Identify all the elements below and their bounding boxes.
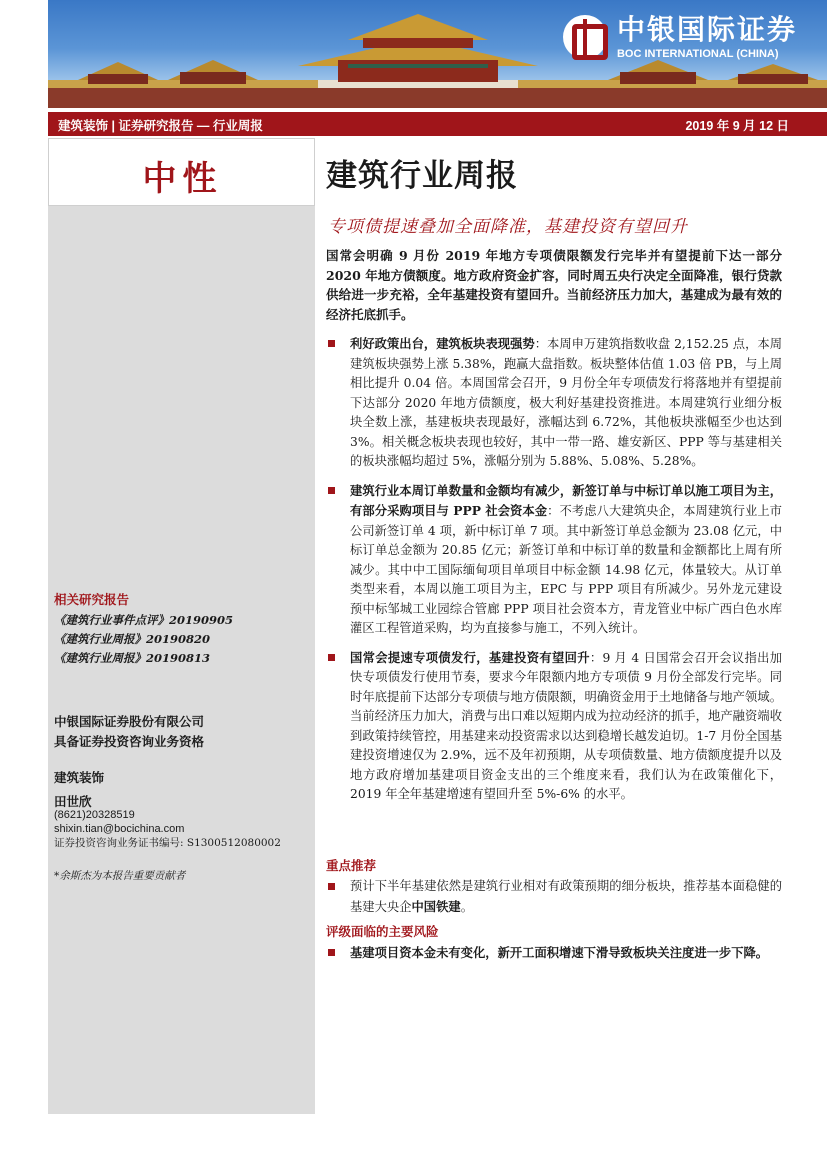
- key-point-lead: 建筑行业本周订单数量和金额均有减少，新签订单与中标订单以施工项目为主，有部分采购项目与 PPP 社会资本金: [350, 482, 782, 518]
- bullet-square-icon: [328, 654, 335, 661]
- related-reports-list: [54, 611, 233, 668]
- key-point-item: [326, 334, 782, 472]
- key-points-list: [326, 334, 782, 814]
- key-point-item: [326, 648, 782, 805]
- logo-en: BOC INTERNATIONAL (CHINA): [616, 48, 779, 60]
- analyst-email[interactable]: shixin.tian@bocichina.com: [54, 823, 185, 835]
- recommend-item: [326, 877, 782, 917]
- risk-text: 基建项目资本金未有变化，新开工面积增速下滑导致板块关注度进一步下降。: [350, 945, 769, 960]
- key-point-lead: 利好政策出台，建筑板块表现强势: [350, 336, 535, 351]
- report-date: 2019 年 9 月 12 日: [685, 119, 789, 133]
- key-point-text: ：9 月 4 日国常会召开会议指出加快专项债发行使用节奏，要求今年限额内地方专项债 9 月份全部发行完毕。同时年底提前下达部分专项债与地方债限额，明确资金用于土地储备与地产领域。当前经济压力加大，消费与出口难以短期内成为拉动经济的抓手，地产融资端收到政策持续管控，用基建来动投资需求以达到稳增长越发迫切。1-7 月份全国基建投资增速仅为 2.9%，远不及年初预期，从专项债数量、地方债额度提升以及地方政府增加基建项目资金支出的三个维度来看，我们认为在政策催化下，2019 年全年基建增速有望回升至 5%-6% 的水平。: [350, 650, 782, 801]
- key-point-text: ：本周申万建筑指数收盘 2,152.25 点，本周建筑板块强势上涨 5.38%，跑赢大盘指数。板块整体估值 1.03 倍 PB，与上周相比提升 0.04 倍。本周国常会召开，9 月份全年专项债发行将落地并有望提前下达部分 2020 年地方债额度，极大利好基建投资推进。本周建筑行业细分板块全数上涨，基建板块表现最好，涨幅达到 6.72%，其他板块涨幅至少也达到 3%。相关概念板块表现也较好，其中一带一路、雄安新区、PPP 等与基建相关的板块涨幅均超过 5%，涨幅分别为 5.88%、5.08%、5.28%。: [350, 337, 782, 468]
- page-subtitle: 专项债提速叠加全面降准，基建投资有望回升: [328, 217, 688, 237]
- related-report-item: 《建筑行业周报》20190820: [54, 632, 211, 646]
- analyst-phone: (8621)20328519: [54, 809, 135, 821]
- logo-cn: 中银国际证券: [616, 13, 797, 46]
- related-report-item: 《建筑行业周报》20190813: [54, 651, 211, 665]
- report-category: 建筑装饰 | 证券研究报告 — 行业周报: [58, 119, 263, 133]
- company-qualification: 具备证券投资咨询业务资格: [54, 734, 205, 749]
- bullet-square-icon: [328, 949, 335, 956]
- report-category-bar: [48, 112, 827, 136]
- recommend-pick: 中国铁建: [411, 898, 461, 914]
- recommend-end: 。: [460, 899, 474, 914]
- risk-title: 评级面临的主要风险: [326, 924, 439, 939]
- summary-paragraph: 国常会明确 9 月份 2019 年地方专项债限额发行完毕并有望提前下达一部分 2020 年地方债额度。地方政府资金扩容，同时周五央行决定全面降准，银行贷款供给进一步充裕，全年基建投资有望回升。当前经济压力加大，基建成为最有效的经济托底抓手。: [326, 248, 782, 322]
- related-reports-title: 相关研究报告: [54, 592, 130, 607]
- risk-list: [326, 943, 782, 964]
- sector-label: 建筑装饰: [54, 770, 105, 785]
- related-report-item: 《建筑行业事件点评》20190905: [54, 613, 234, 627]
- header-banner: [48, 0, 827, 108]
- page-title: 建筑行业周报: [326, 158, 518, 194]
- analyst-cert: 证券投资咨询业务证书编号: S1300512080002: [54, 837, 281, 849]
- analyst-name: 田世欣: [54, 794, 92, 809]
- contributor-note: *余斯杰为本报告重要贡献者: [54, 870, 186, 882]
- company-name: 中银国际证券股份有限公司: [54, 714, 205, 729]
- risk-item: [326, 943, 782, 964]
- analyst-contact: [54, 808, 281, 850]
- boc-logo-icon: [563, 15, 607, 59]
- key-point-text: ：不考虑八大建筑央企，本周建筑行业上市公司新签订单 4 项，新中标订单 7 项。其中新签订单总金额为 23.08 亿元，中标订单总金额为 20.85 亿元；新签订单和中标订单的数量和金额都比上周有所减少。其中中工国际缅甸项目单项目中标金额 14.98 亿元，体量较大。从订单类型来看，本周以施工项目为主，EPC 与 PPP 项目有所减少。另外龙元建设预中标邹城工业园综合管廊 PPP 项目社会资本方，青龙管业中标广西白色水库灌区工程管道采购，均为直接参与施工，不列入统计。: [350, 504, 782, 635]
- company-info: [54, 712, 204, 752]
- company-logo: [563, 14, 797, 60]
- bullet-square-icon: [328, 883, 335, 890]
- key-point-lead: 国常会提速专项债发行，基建投资有望回升: [350, 649, 590, 665]
- bullet-square-icon: [328, 340, 335, 347]
- rating: 中性: [142, 159, 223, 199]
- recommend-title: 重点推荐: [326, 858, 377, 873]
- recommend-list: [326, 877, 782, 917]
- key-point-item: [326, 481, 782, 639]
- bullet-square-icon: [328, 487, 335, 494]
- recommend-text: 预计下半年基建依然是建筑行业相对有政策预期的细分板块，推荐基本面稳健的基建大央企: [350, 879, 782, 914]
- left-sidebar: [48, 138, 315, 1114]
- rating-box: [48, 138, 315, 206]
